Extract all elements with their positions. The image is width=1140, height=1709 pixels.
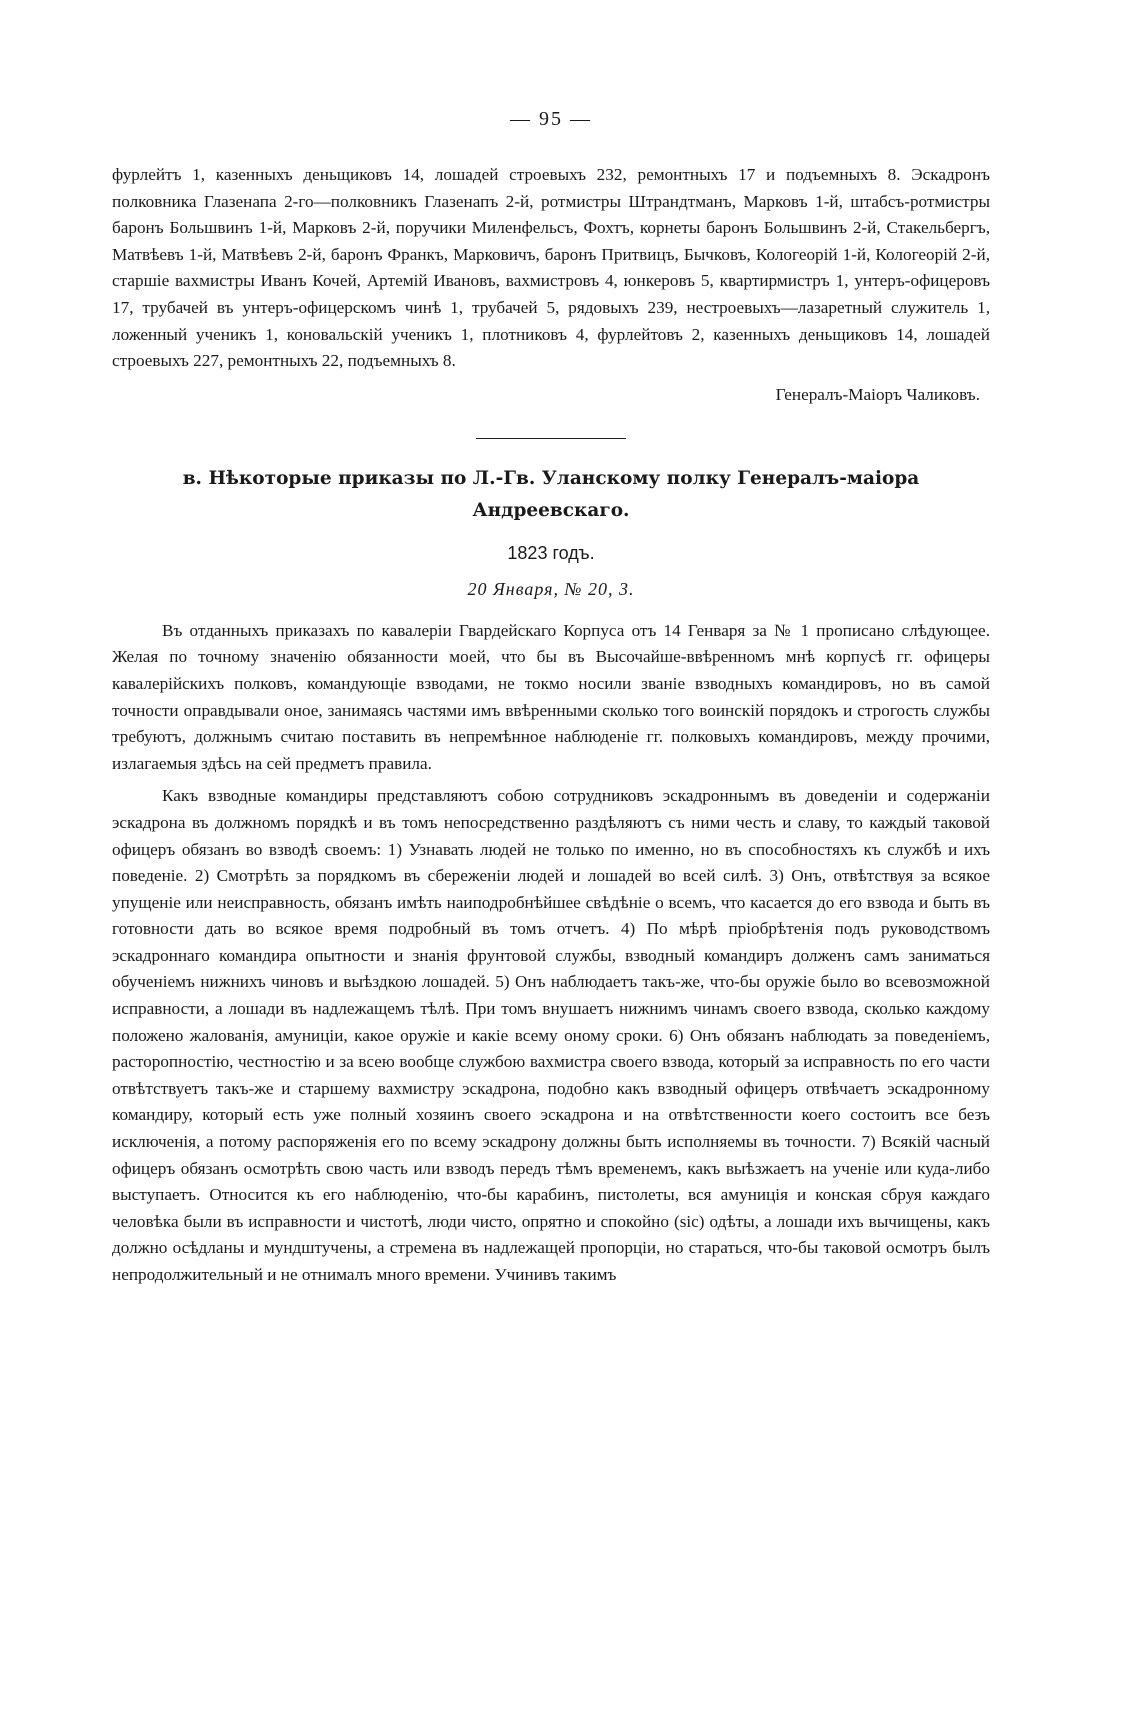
section-divider (476, 438, 626, 439)
section-title: в. Нѣкоторые приказы по Л.-Гв. Уланскому полку Генералъ-маіора Андреевскаго. (182, 467, 920, 521)
order-dateline: 20 Января, № 20, 3. (467, 578, 635, 599)
section-year: 1823 годъ. (507, 542, 595, 563)
page-number: — 95 — (510, 108, 592, 130)
signature: Генералъ-Маіоръ Чаликовъ. (775, 384, 980, 404)
body-paragraph-2: Какъ взводные командиры представляютъ собою сотрудниковъ эскадроннымъ въ доведеніи и содержаніи эскадрона въ должномъ порядкѣ и въ томъ непосредственно раздѣляютъ съ ними честь и славу, то каждый таковой офицеръ обязанъ во взводѣ своемъ: 1) Узнавать людей не только по именно, но въ способностяхъ къ службѣ и ихъ поведеніе. 2) Смотрѣть за порядкомъ въ сбереженіи людей и лошадей во всей силѣ. 3) Онъ, отвѣтствуя за всякое упущеніе или неисправность, обязанъ имѣть наиподробнѣйшее свѣдѣніе о всемъ, что касается до его взвода и быть въ готовности дать во всякое время подробный въ томъ отчетъ. 4) По мѣрѣ пріобрѣтенія подъ руководствомъ эскадроннаго командира опытности и знанія фрунтовой службы, взводный командиръ долженъ самъ заниматься обученіемъ нижнихъ чиновъ и выѣздкою лошадей. 5) Онъ наблюдаетъ такъ-же, что-бы оружіе было во всевозможной исправности, а лошади въ надлежащемъ тѣлѣ. При томъ внушаетъ нижнимъ чинамъ своего взвода, сколько каждому положено жалованія, амуниціи, какое оружіе и какіе всему оному сроки. 6) Онъ обязанъ наблюдать за поведеніемъ, расторопностію, честностію и за всею вообще службою вахмистра своего взвода, который за исправность по его части отвѣтствуетъ такъ-же и старшему вахмистру эскадрона, подобно какъ взводный офицеръ отвѣчаетъ эскадронному командиру, который есть уже полный хозяинъ своего эскадрона и на отвѣтственности коего состоитъ все безъ исключенія, а потому распоряженія его по всему эскадрону должны быть исполняемы въ точности. 7) Всякій часный офицеръ обязанъ осмотрѣть свою часть или взводъ передъ тѣмъ временемъ, какъ выѣзжаетъ на ученіе или куда-либо выступаетъ. Относится къ его наблюденію, что-бы карабинъ, пистолеты, вся амуниція и конская сбруя каждаго человѣка были въ исправности и чистотѣ, люди чисто, опрятно и спокойно (sic) одѣты, а лошади ихъ вычищены, какъ должно осѣдланы и мундштучены, а стремена въ надлежащей пропорціи, но стараться, что-бы таковой осмотръ былъ непродолжительный и не отнималъ много времени. Учинивъ такимъ (112, 786, 990, 1284)
continued-paragraph: фурлейтъ 1, казенныхъ деньщиковъ 14, лошадей строевыхъ 232, ремонтныхъ 17 и подъемныхъ 8. Эскадронъ полковника Глазенапа 2-го—полковникъ Глазенапъ 2-й, ротмистры Штрандтманъ, Марковъ 1-й, штабсъ-ротмистры баронъ Большвинъ 1-й, Марковъ 2-й, поручики Миленфельсъ, Фохтъ, корнеты баронъ Большвинъ 2-й, Стакельбергъ, Матвѣевъ 1-й, Матвѣевъ 2-й, баронъ Франкъ, Марковичъ, баронъ Притвицъ, Бычковъ, Кологеорій 1-й, Кологеорій 2-й, старшіе вахмистры Иванъ Кочей, Артемій Ивановъ, вахмистровъ 4, юнкеровъ 5, квартирмистръ 1, унтеръ-офицеровъ 17, трубачей въ унтеръ-офицерскомъ чинѣ 1, трубачей 5, рядовыхъ 239, нестроевыхъ—лазаретный служитель 1, ложенный ученикъ 1, коновальскій ученикъ 1, плотниковъ 4, фурлейтовъ 2, казенныхъ деньщиковъ 14, лошадей строевыхъ 227, ремонтныхъ 22, подъемныхъ 8. (112, 165, 990, 371)
body-paragraph-1: Въ отданныхъ приказахъ по кавалеріи Гвардейскаго Корпуса отъ 14 Генваря за № 1 прописано слѣдующее. Желая по точному значенію обязанности моей, что бы въ Высочайше-ввѣренномъ мнѣ корпусѣ гг. офицеры кавалерійскихъ полковъ, командующіе взводами, не токмо носили званіе взводныхъ командировъ, но въ самой точности оправдывали оное, занимаясь частями имъ ввѣренными сколько того воинскій порядокъ и строгость службы требуютъ, должнымъ считаю поставить въ непремѣнное наблюденіе гг. полковыхъ командировъ, между прочими, излагаемыя здѣсь на сей предметъ правила. (112, 620, 990, 773)
